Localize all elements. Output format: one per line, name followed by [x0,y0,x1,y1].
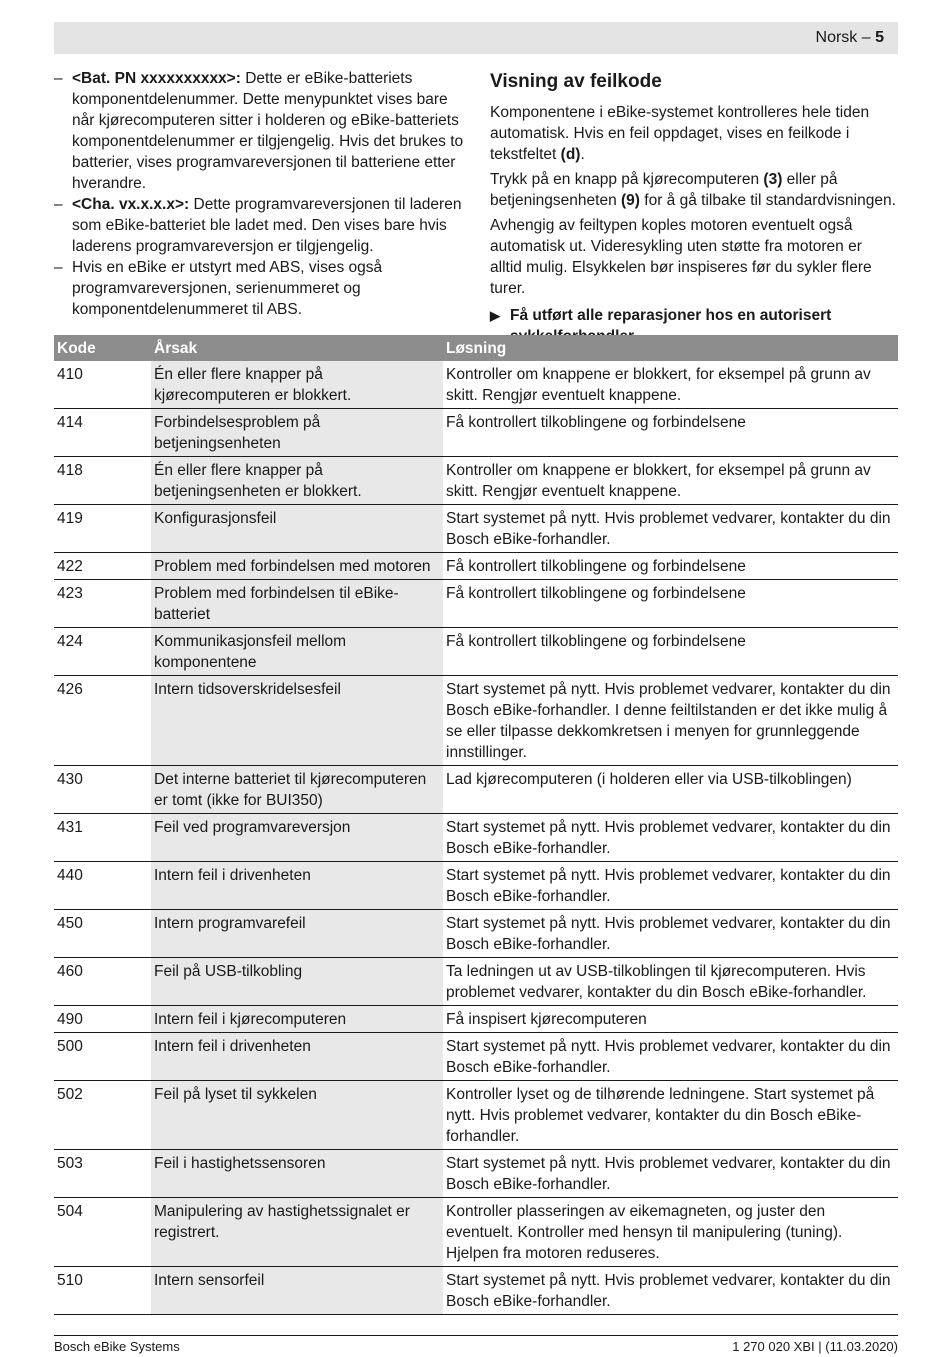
table-row [54,361,898,409]
cause-cell: Én eller flere knapper på kjørecomputeren er blokkert. [151,361,443,409]
solution-cell: Start systemet på nytt. Hvis problemet vedvarer, kontakter du din Bosch eBike-forhandler. [443,505,898,553]
code-cell: 430 [54,766,151,814]
solution-cell: Start systemet på nytt. Hvis problemet vedvarer, kontakter du din Bosch eBike-forhandler. [443,1033,898,1081]
solution-cell: Kontroller om knappene er blokkert, for eksempel på grunn av skitt. Rengjør eventuelt knappene. [443,361,898,409]
right-column [490,68,898,347]
solution-cell: Start systemet på nytt. Hvis problemet vedvarer, kontakter du din Bosch eBike-forhandler. [443,862,898,910]
cause-cell: Feil på lyset til sykkelen [151,1081,443,1150]
solution-cell: Få inspisert kjørecomputeren [443,1006,898,1033]
column-header-cause: Årsak [151,335,443,361]
solution-cell: Lad kjørecomputeren (i holderen eller via USB-tilkoblingen) [443,766,898,814]
cause-cell: Problem med forbindelsen til eBike-batteriet [151,580,443,628]
code-cell: 410 [54,361,151,409]
solution-cell: Kontroller lyset og de tilhørende ledningene. Start systemet på nytt. Hvis problemet vedvarer, kontakter du din Bosch eBike-forhandler. [443,1081,898,1150]
table-header [54,335,898,361]
paragraph: Avhengig av feiltypen koples motoren eventuelt også automatisk ut. Videresykling uten støtte fra motoren er alltid mulig. Elsykkelen bør inspiseres før du sykler flere turer. [490,217,872,297]
table-row [54,505,898,553]
error-code-table [54,335,898,1315]
table-row [54,457,898,505]
code-cell: 419 [54,505,151,553]
table-row [54,1267,898,1315]
action-instruction: ▶ Få utført alle reparasjoner hos en autorisert [490,307,832,324]
cause-cell: Manipulering av hastighetssignalet er registrert. [151,1198,443,1267]
list-item: – <Cha. vx.x.x.x>: Dette programvareversjonen til laderen som eBike-batteriet ble ladet med. Den vises bare hvis laderens programvareversjon er tilgjengelig. [54,196,462,255]
column-header-solution: Løsning [443,335,898,361]
solution-cell: Start systemet på nytt. Hvis problemet vedvarer, kontakter du din Bosch eBike-forhandler. I denne feiltilstanden er det ikke mulig å se eller tilpasse dekkomkretsen i menyen for grunnleggende innstillinger. [443,676,898,766]
cause-cell: Det interne batteriet til kjørecomputeren er tomt (ikke for BUI350) [151,766,443,814]
code-cell: 504 [54,1198,151,1267]
cause-cell: Én eller flere knapper på betjeningsenheten er blokkert. [151,457,443,505]
code-cell: 450 [54,910,151,958]
code-cell: 424 [54,628,151,676]
code-cell: 440 [54,862,151,910]
page-number: 5 [875,29,884,46]
solution-cell: Start systemet på nytt. Hvis problemet vedvarer, kontakter du din Bosch eBike-forhandler. [443,910,898,958]
code-cell: 426 [54,676,151,766]
cause-cell: Forbindelsesproblem på betjeningsenheten [151,409,443,457]
table-row [54,580,898,628]
solution-cell: Start systemet på nytt. Hvis problemet vedvarer, kontakter du din Bosch eBike-forhandler. [443,1267,898,1315]
table-row [54,766,898,814]
table-row [54,1033,898,1081]
code-cell: 422 [54,553,151,580]
cause-cell: Intern tidsoverskridelsesfeil [151,676,443,766]
table-row [54,814,898,862]
cause-cell: Kommunikasjonsfeil mellom komponentene [151,628,443,676]
solution-cell: Kontroller plasseringen av eikemagneten, og juster den eventuelt. Kontroller med hensyn til manipulering (tuning). Hjelpen fra motoren reduseres. [443,1198,898,1267]
page-header [54,22,898,54]
table-row [54,1006,898,1033]
cause-cell: Feil i hastighetssensoren [151,1150,443,1198]
code-cell: 460 [54,958,151,1006]
arrow-right-icon: ▶ [490,308,500,323]
header-page-label: Norsk – 5 [815,29,884,46]
table-row [54,409,898,457]
table-row [54,1198,898,1267]
left-column [54,68,464,320]
list-item: – <Bat. PN xxxxxxxxxx>: Dette er eBike-batteriets komponentdelenummer. Dette menypunktet vises bare når kjørecomputeren sitter i holderen og eBike-batteriets komponentdelenummer er tilgjengelig. Hvis det brukes to batterier, vises programvareversjonen til batteriene etter hverandre. [54,70,464,192]
code-cell: 418 [54,457,151,505]
footer-brand: Bosch eBike Systems [54,1339,180,1354]
code-cell: 510 [54,1267,151,1315]
table-row [54,910,898,958]
cause-cell: Feil ved programvareversjon [151,814,443,862]
table-row [54,1081,898,1150]
code-cell: 490 [54,1006,151,1033]
solution-cell: Kontroller om knappene er blokkert, for eksempel på grunn av skitt. Rengjør eventuelt knappene. [443,457,898,505]
section-title: Visning av feilkode [490,71,662,92]
code-cell: 431 [54,814,151,862]
footer-divider [54,1335,898,1336]
solution-cell: Få kontrollert tilkoblingene og forbindelsene [443,409,898,457]
cause-cell: Intern programvarefeil [151,910,443,958]
code-cell: 423 [54,580,151,628]
cause-cell: Problem med forbindelsen med motoren [151,553,443,580]
table-row [54,862,898,910]
table-row [54,676,898,766]
cause-cell: Intern feil i kjørecomputeren [151,1006,443,1033]
code-cell: 500 [54,1033,151,1081]
column-header-code: Kode [54,335,151,361]
solution-cell: Start systemet på nytt. Hvis problemet vedvarer, kontakter du din Bosch eBike-forhandler. [443,814,898,862]
solution-cell: Start systemet på nytt. Hvis problemet vedvarer, kontakter du din Bosch eBike-forhandler. [443,1150,898,1198]
solution-cell: Få kontrollert tilkoblingene og forbindelsene [443,553,898,580]
solution-cell: Få kontrollert tilkoblingene og forbindelsene [443,580,898,628]
table-row [54,958,898,1006]
list-item: – Hvis en eBike er utstyrt med ABS, vises også programvareversjonen, serienummeret og komponentdelenummeret til ABS. [54,259,383,318]
cause-cell: Konfigurasjonsfeil [151,505,443,553]
table-row [54,553,898,580]
cause-cell: Intern sensorfeil [151,1267,443,1315]
code-cell: 502 [54,1081,151,1150]
cause-cell: Feil på USB-tilkobling [151,958,443,1006]
cause-cell: Intern feil i drivenheten [151,862,443,910]
cause-cell: Intern feil i drivenheten [151,1033,443,1081]
solution-cell: Få kontrollert tilkoblingene og forbindelsene [443,628,898,676]
table-row [54,1150,898,1198]
table-row [54,628,898,676]
code-cell: 414 [54,409,151,457]
paragraph: Komponentene i eBike-systemet kontrolleres hele tiden automatisk. Hvis en feil oppdaget, vises en feilkode i tekstfeltet (d). [490,104,870,163]
code-cell: 503 [54,1150,151,1198]
solution-cell: Ta ledningen ut av USB-tilkoblingen til kjørecomputeren. Hvis problemet vedvarer, kontakter du din Bosch eBike-forhandler. [443,958,898,1006]
footer-doc-number: 1 270 020 XBI | (11.03.2020) [732,1339,898,1354]
paragraph: Trykk på en knapp på kjørecomputeren (3) eller på betjeningsenheten (9) for å gå tilbake til standardvisningen. [490,171,896,209]
